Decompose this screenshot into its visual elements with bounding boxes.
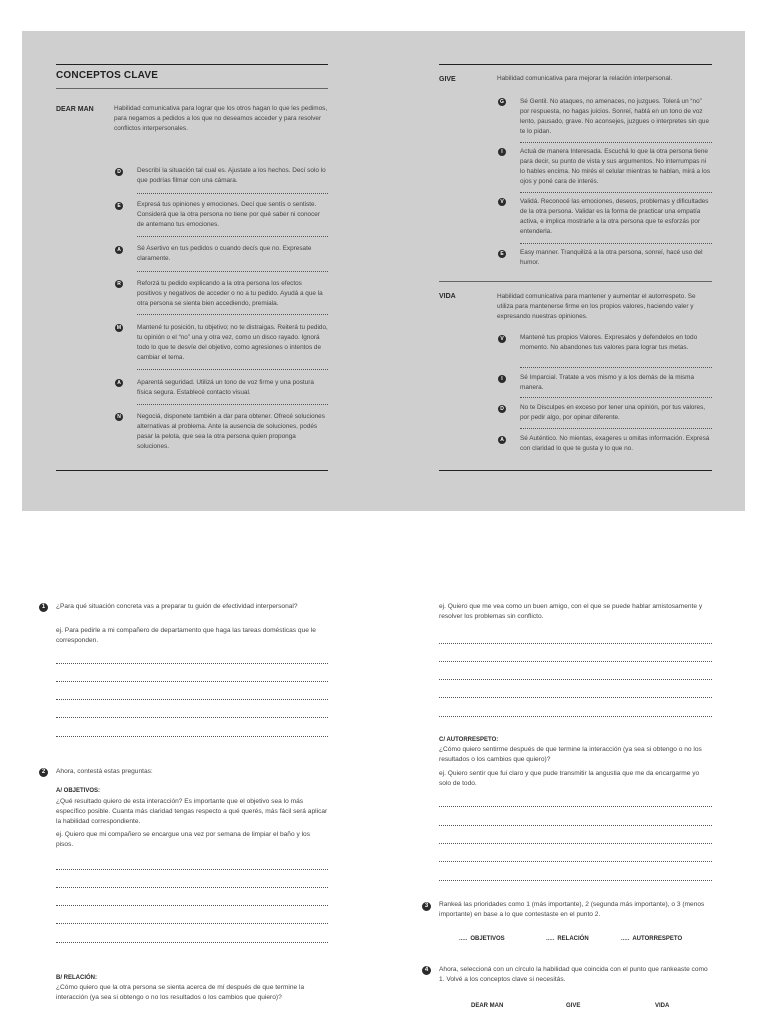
give-item-g: Sé Gentil. No ataques, no amenaces, no juzgues. Tolerá un “no” por respuesta, no hagas juicios. Sonreí, hablá en un tono de voz lento, pausado, grave. No aconsejes, juzgues o interpretes sin que te lo pidan. [520, 98, 709, 135]
concepts-title: CONCEPTOS CLAVE [56, 70, 159, 81]
top-rule-right [439, 64, 712, 65]
rank-option-objetivos: OBJETIVOS [470, 936, 505, 942]
option-give[interactable]: GIVE [566, 1003, 581, 1009]
answer-line[interactable] [439, 661, 712, 662]
question-3-text: Rankeá las prioridades como 1 (más importante), 2 (segunda más importante), o 3 (menos importante) en base a lo que contestaste en el punto 2. [439, 901, 705, 918]
badge-vida-v: V [498, 335, 506, 343]
badge-n: N [115, 413, 123, 421]
vida-item-v: Mantené tus propios Valores. Expresalos y defendelos en todo momento. No abandones tus valores para lograr tus metas. [520, 334, 698, 351]
dearman-item-a1: Sé Asertivo en tus pedidos o cuando decís que no. Expresate claramente. [137, 245, 312, 262]
dearman-item-a2: Aparentá seguridad. Utilizá un tono de voz firme y una postura física segura. Establecé contacto visual. [137, 379, 314, 396]
badge-v: V [498, 198, 506, 206]
vida-item-a: Sé Auténtico. No mientas, exageres u omitas información. Expresá con claridad lo que te gusta y lo que no. [520, 435, 710, 452]
rank-objetivos[interactable] [459, 936, 505, 942]
item-divider [137, 314, 328, 315]
rank-option-relacion: RELACIÓN [557, 936, 589, 942]
give-item-e: Easy manner. Tranquilizá a la otra persona, sonreí, hacé uso del humor. [520, 249, 703, 266]
rank-blank[interactable]: ..... [546, 936, 555, 942]
dearman-item-r: Reforzá tu pedido explicando a la otra persona los efectos positivos y negativos de acceder o no a tu pedido. Ayudá a que la otra persona se sienta bien accediendo, premiala. [137, 280, 323, 307]
answer-line[interactable] [439, 643, 712, 644]
answer-line[interactable] [439, 679, 712, 680]
badge-i: I [498, 148, 506, 156]
question-3-number: 3 [422, 902, 431, 911]
answer-line[interactable] [56, 663, 328, 664]
objetivos-question: ¿Qué resultado quiero de esta interacción? Es importante que el objetivo sea lo más específico posible. Cuanta más claridad tengas respecto a qué querés, más fácil será aplicar la habilidad correspondiente. [56, 798, 328, 825]
answer-line[interactable] [439, 716, 712, 717]
item-divider [137, 271, 328, 272]
bottom-rule-left [56, 470, 328, 471]
item-divider [520, 367, 712, 368]
question-1-text: ¿Para qué situación concreta vas a preparar tu guión de efectividad interpersonal? [56, 603, 298, 610]
answer-line[interactable] [439, 806, 712, 807]
answer-line[interactable] [56, 905, 328, 906]
option-dearman[interactable]: DEAR MAN [471, 1003, 504, 1009]
badge-vida-d: D [498, 405, 506, 413]
item-divider [137, 369, 328, 370]
give-label: GIVE [439, 76, 456, 83]
autorrespeto-example: ej. Quiero sentir que fui claro y que pude transmitir la angustia que me da encargarme yo solo de todo. [439, 770, 700, 787]
item-divider [520, 192, 712, 193]
vida-item-i: Sé Imparcial. Tratate a vos mismo y a los demás de la misma manera. [520, 374, 695, 391]
relacion-question: ¿Cómo quiero que la otra persona se sienta acerca de mí después de que termine la interacción (ya sea si obtengo o no los resultados o los cambios que quiero)? [56, 984, 305, 1001]
dearman-label: DEAR MAN [56, 106, 94, 113]
answer-line[interactable] [56, 887, 328, 888]
answer-line[interactable] [56, 681, 328, 682]
dearman-item-d: Describí la situación tal cual es. Ajustate a los hechos. Decí solo lo que podrías filmar con una cámara. [137, 167, 326, 184]
badge-vida-i: I [498, 375, 506, 383]
answer-line[interactable] [439, 825, 712, 826]
dearman-item-n: Negociá, disponete también a dar para obtener. Ofrecé soluciones alternativas al problema. Ante la ausencia de soluciones, podés pasar la pelota, que sea la otra persona quien proponga soluciones. [137, 413, 325, 450]
badge-m: M [116, 325, 122, 331]
objetivos-example: ej. Quiero que mi compañero se encargue una vez por semana de limpiar el baño y los pisos. [56, 831, 311, 848]
question-2-number: 2 [39, 768, 48, 777]
badge-e2: E [498, 250, 506, 258]
vida-item-d: No te Disculpes en exceso por tener una opinión, por tus valores, por pedir algo, por opinar diferente. [520, 404, 706, 421]
give-vida-separator [439, 281, 712, 282]
item-divider [137, 236, 328, 237]
give-desc: Habilidad comunicativa para mejorar la relación interpersonal. [497, 75, 673, 82]
badge-vida-a: A [498, 436, 506, 444]
item-divider [520, 243, 712, 244]
item-divider [520, 397, 712, 398]
badge-e: E [115, 202, 123, 210]
top-rule-left [56, 64, 328, 65]
bottom-rule-right [439, 470, 712, 471]
title-underline [56, 88, 328, 89]
question-1-number: 1 [39, 603, 48, 612]
badge-a2: A [115, 379, 123, 387]
dearman-desc: Habilidad comunicativa para lograr que los otros hagan lo que les pedimos, para negarnos a pedidos a los que no deseamos acceder y para resolver conflictos interpersonales. [114, 105, 328, 132]
answer-line[interactable] [56, 923, 328, 924]
answer-line[interactable] [56, 699, 328, 700]
item-divider [137, 404, 328, 405]
rank-relacion[interactable] [546, 936, 589, 942]
relacion-label: B/ RELACIÓN: [56, 975, 97, 981]
give-item-v: Validá. Reconocé las emociones, deseos, problemas y dificultades de la otra persona. Validar es la forma de practicar una empatía activa, e implica mostrarle a la otra persona que te esforzás por entenderla. [520, 198, 709, 235]
give-item-i: Actuá de manera Interesada. Escuchá lo que la otra persona tiene para decir, su punto de vista y sus argumentos. No interrumpas ni lo hables encima. No mirés el celular mientras te hablan, mirá a los ojos y poné cara de interés. [520, 148, 711, 185]
item-divider [137, 193, 328, 194]
badge-d: D [115, 168, 123, 176]
answer-line[interactable] [439, 880, 712, 881]
vida-desc: Habilidad comunicativa para mantener y aumentar el autorrespeto. Se utiliza para mantenerse firme en los propios valores, haciendo valer y expresando nuestras opiniones. [497, 293, 696, 320]
answer-line[interactable] [439, 843, 712, 844]
answer-line[interactable] [56, 869, 328, 870]
question-1-example: ej. Para pedirle a mi compañero de departamento que haga las tareas domésticas que le corresponden. [56, 627, 316, 644]
badge-g: G [498, 98, 506, 106]
question-4-number: 4 [422, 966, 431, 975]
relacion-example: ej. Quiero que me vea como un buen amigo, con el que se puede hablar amistosamente y resolver los problemas sin conflicto. [439, 603, 703, 620]
answer-line[interactable] [439, 697, 712, 698]
item-divider [520, 142, 712, 143]
badge-r: R [115, 280, 123, 288]
option-vida[interactable]: VIDA [655, 1003, 670, 1009]
vida-label: VIDA [439, 293, 456, 300]
answer-line[interactable] [56, 717, 328, 718]
item-divider [520, 428, 712, 429]
badge-a1: A [115, 246, 123, 254]
answer-line[interactable] [56, 942, 328, 943]
rank-autorrespeto[interactable] [621, 936, 682, 942]
question-4-text: Ahora, seleccioná con un círculo la habilidad que coincida con el punto que rankeaste como 1. Volvé a los conceptos clave si necesitás. [439, 966, 708, 983]
rank-option-autorrespeto: AUTORRESPETO [632, 936, 683, 942]
dearman-item-m: Mantené tu posición, tu objetivo; no te distraigas. Reiterá tu pedido, tu opinión o el “no” una y otra vez, como un disco rayado. Ignorá todo lo que te desvíe del objetivo, como agresiones o intentos de cambiar el tema. [137, 324, 328, 361]
dearman-item-e: Expresá tus opiniones y emociones. Decí que sentís o sentiste. Considerá que la otra persona no tiene por qué saber ni conocer de antemano tus emociones. [137, 201, 320, 228]
answer-line[interactable] [56, 736, 328, 737]
rank-blank[interactable]: ..... [621, 936, 630, 942]
question-2-text: Ahora, contestá estas preguntas: [56, 768, 153, 775]
answer-line[interactable] [439, 861, 712, 862]
rank-blank[interactable]: ..... [459, 936, 468, 942]
autorrespeto-question: ¿Cómo quiero sentirme después de que termine la interacción (ya sea si obtengo o no los resultados o los cambios que quiero)? [439, 746, 702, 763]
autorrespeto-label: C/ AUTORRESPETO: [439, 737, 499, 743]
objetivos-label: A/ OBJETIVOS: [56, 788, 101, 794]
